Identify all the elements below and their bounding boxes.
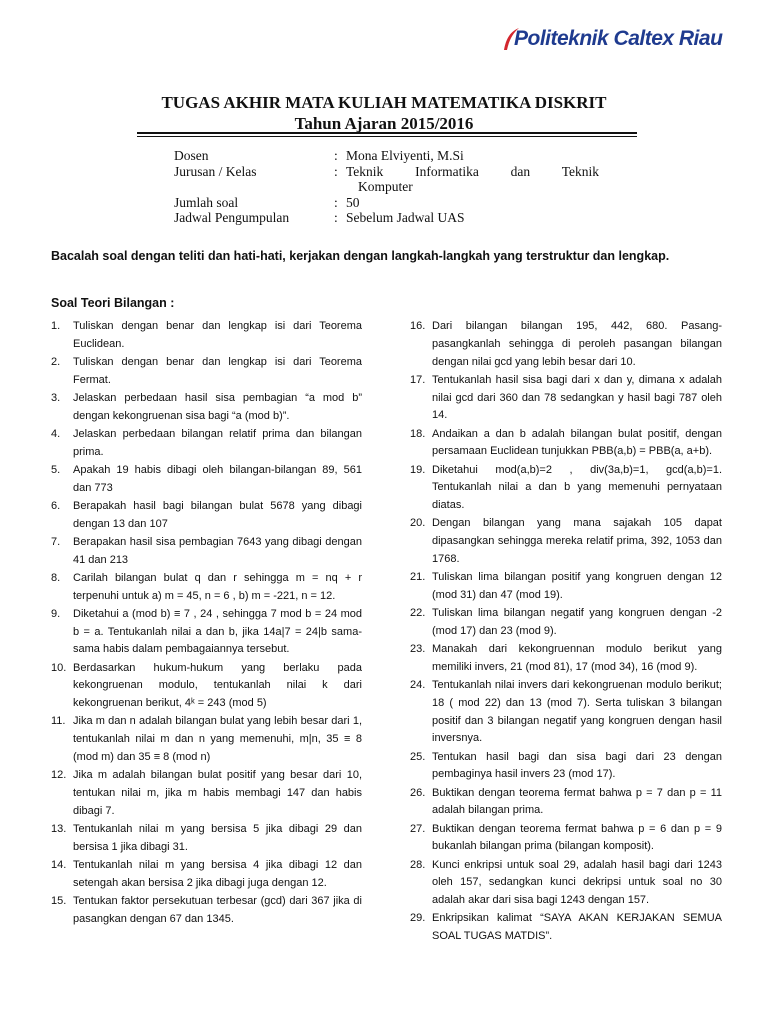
question-number: 19. bbox=[410, 463, 426, 476]
question-item bbox=[51, 318, 362, 354]
meta-row-dosen bbox=[174, 148, 599, 164]
question-item bbox=[410, 785, 722, 821]
jadwal-value: Sebelum Jadwal UAS bbox=[346, 210, 465, 225]
question-text: Jika m adalah bilangan bulat positif yang besar dari 10, tentukan nilai m, jika m habis membagi 147 dan habis dibagi 7. bbox=[73, 769, 362, 817]
question-number: 20. bbox=[410, 517, 426, 530]
question-number: 1. bbox=[51, 320, 61, 332]
question-item bbox=[51, 498, 362, 534]
question-text: Kunci enkripsi untuk soal 29, adalah hasil bagi dari 1243 oleh 157, sedangkan kunci dekripsi untuk soal no 30 adalah akar dari sisa bagi 1243 dengan 157. bbox=[432, 858, 722, 907]
question-text: Tentukanlah nilai m yang bersisa 5 jika dibagi 29 dan bersisa 1 jika dibagi 31. bbox=[73, 823, 362, 853]
question-item bbox=[410, 821, 722, 857]
question-item bbox=[410, 426, 722, 462]
title-rule-thin bbox=[137, 136, 637, 137]
meta-row-jumlah bbox=[174, 195, 599, 211]
colon: : bbox=[334, 163, 338, 179]
question-text: Buktikan dengan teorema fermat bahwa p = 7 dan p = 11 adalah bilangan prima. bbox=[432, 786, 722, 817]
question-text: Jika m dan n adalah bilangan bulat yang lebih besar dari 1, tentukanlah nilai m dan n yang memenuhi, m|n, 35 ≡ 8 (mod m) dan 35 ≡ 8 (mod n) bbox=[73, 715, 362, 764]
question-number: 5. bbox=[51, 463, 61, 476]
question-text: Enkripsikan kalimat “SAYA AKAN KERJAKAN SEMUA SOAL TUGAS MATDIS”. bbox=[432, 912, 722, 943]
question-number: 24. bbox=[410, 679, 426, 692]
question-item bbox=[51, 857, 362, 893]
question-text: Tentukanlah nilai invers dari kekongruenan modulo berikut; 18 ( mod 22) dan 13 (mod 7). Serta tuliskan 3 bilangan positif dan 3 bilangan negatif yang kongruen dengan hasil inversnya. bbox=[432, 679, 722, 745]
question-number: 25. bbox=[410, 750, 426, 763]
question-item bbox=[410, 605, 722, 641]
question-item bbox=[410, 749, 722, 785]
question-item bbox=[51, 534, 362, 570]
question-number: 7. bbox=[51, 535, 61, 548]
question-number: 14. bbox=[51, 858, 67, 871]
question-item bbox=[51, 767, 362, 820]
dosen-label: Dosen bbox=[174, 148, 209, 163]
jadwal-label: Jadwal Pengumpulan bbox=[174, 210, 290, 225]
question-text: Berapakah hasil bagi bilangan bulat 5678 yang dibagi dengan 13 dan 107 bbox=[73, 499, 362, 530]
question-item bbox=[51, 462, 362, 498]
question-item bbox=[410, 641, 722, 677]
section-title: Soal Teori Bilangan : bbox=[51, 296, 175, 310]
question-item bbox=[51, 390, 362, 426]
question-number: 3. bbox=[51, 391, 61, 404]
meta-row-jurusan bbox=[174, 164, 599, 180]
institution-name: Politeknik Caltex Riau bbox=[514, 27, 723, 50]
question-number: 22. bbox=[410, 607, 426, 620]
question-number: 23. bbox=[410, 643, 426, 656]
question-item bbox=[51, 660, 362, 713]
question-item bbox=[410, 857, 722, 910]
question-number: 16. bbox=[410, 320, 426, 332]
instruction-text: Bacalah soal dengan teliti dan hati-hati, kerjakan dengan langkah-langkah yang terstruktur dan lengkap. bbox=[51, 249, 670, 263]
question-item bbox=[410, 677, 722, 748]
question-item bbox=[410, 910, 722, 946]
questions-right-column bbox=[410, 318, 722, 946]
question-item bbox=[410, 515, 722, 568]
question-number: 8. bbox=[51, 571, 61, 584]
question-text: Berdasarkan hukum-hukum yang berlaku pada kekongruenan modulo, tentukanlah nilai k dari kekongruenan berikut, 4ᵏ = 243 (mod 5) bbox=[73, 661, 362, 710]
question-number: 18. bbox=[410, 427, 426, 440]
question-text: Dari bilangan bilangan 195, 442, 680. Pasang-pasangkanlah sehingga di peroleh pasangan bilangan dengan nilai gcd yang lebih besar dari 10. bbox=[432, 320, 722, 368]
question-number: 27. bbox=[410, 822, 426, 835]
document-title bbox=[0, 92, 768, 134]
question-number: 11. bbox=[51, 715, 66, 728]
question-number: 26. bbox=[410, 786, 426, 799]
question-number: 21. bbox=[410, 571, 426, 584]
question-text: Berapakan hasil sisa pembagian 7643 yang dibagi dengan 41 dan 213 bbox=[73, 535, 362, 566]
question-number: 13. bbox=[51, 823, 67, 835]
question-number: 15. bbox=[51, 894, 67, 907]
question-number: 17. bbox=[410, 373, 426, 386]
jurusan-value: Teknik Informatika dan Teknik bbox=[346, 163, 599, 179]
question-item bbox=[51, 713, 362, 766]
question-text: Apakah 19 habis dibagi oleh bilangan-bilangan 89, 561 dan 773 bbox=[73, 463, 362, 494]
question-item bbox=[51, 893, 362, 929]
colon: : bbox=[334, 194, 338, 210]
question-text: Jelaskan perbedaan bilangan relatif prima dan bilangan prima. bbox=[73, 427, 362, 458]
question-text: Tentukanlah nilai m yang bersisa 4 jika dibagi 12 dan setengah akan bersisa 2 jika dibagi juga dengan 12. bbox=[73, 858, 362, 889]
question-text: Andaikan a dan b adalah bilangan bulat positif, dengan persamaan Euclidean tunjukkan PBB(a,b) = PBB(a, a+b). bbox=[432, 427, 722, 458]
question-item bbox=[51, 354, 362, 390]
question-item bbox=[410, 318, 722, 371]
question-text: Tuliskan dengan benar dan lengkap isi dari Teorema Fermat. bbox=[73, 355, 362, 386]
question-item bbox=[51, 426, 362, 462]
question-text: Diketahui mod(a,b)=2 , div(3a,b)=1, gcd(a,b)=1. Tentukanlah nilai a dan b yang memenuhi pernyataan diatas. bbox=[432, 463, 722, 512]
question-number: 10. bbox=[51, 661, 67, 674]
questions-left-column bbox=[51, 318, 362, 929]
question-number: 2. bbox=[51, 355, 61, 368]
question-number: 6. bbox=[51, 499, 61, 512]
question-text: Tentukan hasil bagi dan sisa bagi dari 23 dengan pembaginya hasil invers 23 (mod 17). bbox=[432, 750, 722, 781]
title-rule-thick bbox=[137, 132, 637, 134]
question-number: 4. bbox=[51, 427, 61, 440]
jurusan-label: Jurusan / Kelas bbox=[174, 163, 257, 179]
title-line-1: TUGAS AKHIR MATA KULIAH MATEMATIKA DISKRIT bbox=[161, 93, 607, 112]
question-text: Jelaskan perbedaan hasil sisa pembagian “a mod b” dengan kekongruenan sisa bagi “a (mod b)”. bbox=[73, 391, 362, 422]
title-line-2: Tahun Ajaran 2015/2016 bbox=[294, 114, 474, 133]
meta-row-jadwal bbox=[174, 210, 599, 226]
jurusan-value-cont: Komputer bbox=[358, 179, 413, 194]
question-item bbox=[51, 606, 362, 659]
question-item bbox=[51, 821, 362, 857]
colon: : bbox=[334, 210, 338, 225]
question-item bbox=[410, 569, 722, 605]
course-info bbox=[174, 148, 599, 226]
colon: : bbox=[334, 148, 338, 163]
institution-logo bbox=[498, 26, 722, 52]
question-number: 12. bbox=[51, 769, 67, 782]
question-text: Dengan bilangan yang mana sajakah 105 dapat dipasangkan sehingga mereka relatif prima, 392, 1053 dan 1768. bbox=[432, 517, 722, 565]
question-item bbox=[410, 462, 722, 515]
jumlah-label: Jumlah soal bbox=[174, 194, 239, 210]
question-text: Tuliskan lima bilangan positif yang kongruen dengan 12 (mod 31) dan 47 (mod 19). bbox=[432, 571, 722, 601]
question-text: Buktikan dengan teorema fermat bahwa p = 6 dan p = 9 bukanlah bilangan prima (bilangan komposit). bbox=[432, 822, 722, 853]
question-item bbox=[410, 372, 722, 425]
question-number: 9. bbox=[51, 607, 61, 620]
question-text: Tentukan faktor persekutuan terbesar (gcd) dari 367 jika di pasangkan dengan 67 dan 1345. bbox=[73, 894, 362, 925]
question-number: 28. bbox=[410, 858, 426, 871]
question-text: Tuliskan lima bilangan negatif yang kongruen dengan -2 (mod 17) dan 23 (mod 9). bbox=[432, 607, 722, 637]
question-text: Carilah bilangan bulat q dan r sehingga m = nq + r terpenuhi untuk a) m = 45, n = 6 , b) m = -221, n = 12. bbox=[73, 571, 362, 602]
question-text: Diketahui a (mod b) ≡ 7 , 24 , sehingga 7 mod b = 24 mod b = a. Tentukanlah nilai a dan b, jika 14a|7 = 24|b sama-sama habis dalam pembagaiannya tersebut. bbox=[73, 607, 362, 656]
dosen-value: Mona Elviyenti, M.Si bbox=[346, 148, 464, 163]
question-text: Manakah dari kekongruennan modulo berikut yang memiliki invers, 21 (mod 81), 17 (mod 34), 16 (mod 9). bbox=[432, 643, 722, 673]
question-text: Tentukanlah hasil sisa bagi dari x dan y, dimana x adalah nilai gcd dari 360 dan 78 sedangkan y hasil bagi 787 oleh 14. bbox=[432, 373, 722, 422]
jumlah-value: 50 bbox=[346, 194, 360, 210]
question-item bbox=[51, 570, 362, 606]
question-number: 29. bbox=[410, 912, 426, 925]
question-text: Tuliskan dengan benar dan lengkap isi dari Teorema Euclidean. bbox=[73, 320, 362, 350]
